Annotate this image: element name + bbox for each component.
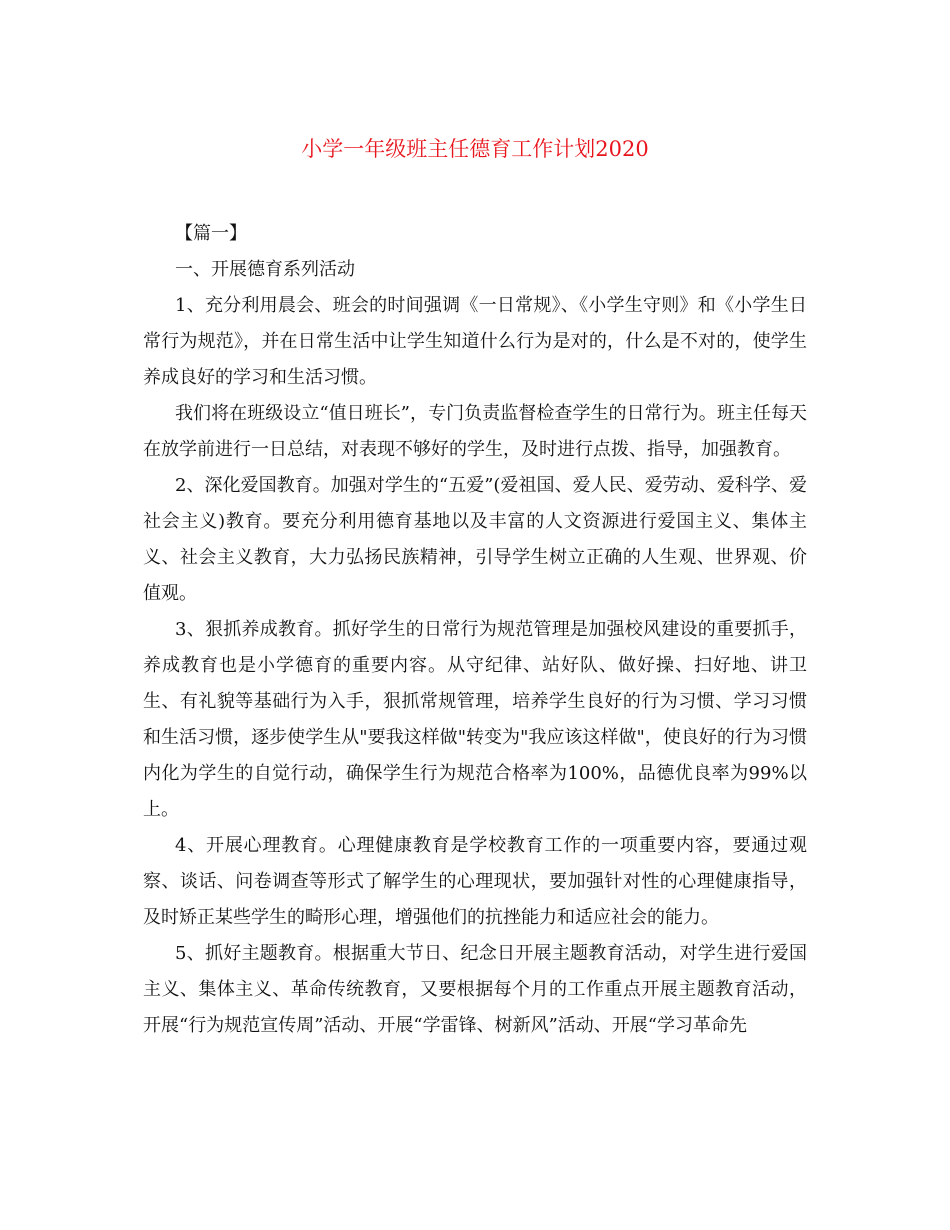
paragraph: 我们将在班级设立“值日班长”，专门负责监督检查学生的日常行为。班主任每天在放学前进行一日总结，对表现不够好的学生，及时进行点拨、指导，加强教育。: [143, 403, 807, 460]
paragraph: 1、充分利用晨会、班会的时间强调《一日常规》、《小学生守则》和《小学生日常行为规范》，并在日常生活中让学生知道什么行为是对的，什么是不对的，使学生养成良好的学习和生活习惯。: [143, 295, 807, 388]
paragraph: 2、深化爱国教育。加强对学生的“五爱”(爱祖国、爱人民、爱劳动、爱科学、爱社会主义)教育。要充分利用德育基地以及丰富的人文资源进行爱国主义、集体主义、社会主义教育，大力弘扬民族精神，引导学生树立正确的人生观、世界观、价值观。: [143, 475, 807, 604]
section-label: 【篇一】: [175, 223, 247, 244]
document-title: 小学一年级班主任德育工作计划2020: [301, 137, 649, 161]
paragraph: 4、开展心理教育。心理健康教育是学校教育工作的一项重要内容，要通过观察、谈话、问卷调查等形式了解学生的心理现状，要加强针对性的心理健康指导，及时矫正某些学生的畸形心理，增强他们的抗挫能力和适应社会的能力。: [143, 835, 807, 928]
paragraph: 3、狠抓养成教育。抓好学生的日常行为规范管理是加强校风建设的重要抓手，养成教育也是小学德育的重要内容。从守纪律、站好队、做好操、扫好地、讲卫生、有礼貌等基础行为入手，狠抓常规管理，培养学生良好的行为习惯、学习习惯和生活习惯，逐步使学生从"要我这样做"转变为"我应该这样做"，使良好的行为习惯内化为学生的自觉行动，确保学生行为规范合格率为100%，品德优良率为99%以上。: [143, 619, 807, 820]
paragraph: 5、抓好主题教育。根据重大节日、纪念日开展主题教育活动，对学生进行爱国主义、集体主义、革命传统教育，又要根据每个月的工作重点开展主题教育活动，开展“行为规范宣传周”活动、开展“学雷锋、树新风”活动、开展“学习革命先: [143, 943, 807, 1036]
document-body: [143, 216, 807, 1044]
section-heading: 一、开展德育系列活动: [175, 259, 355, 280]
